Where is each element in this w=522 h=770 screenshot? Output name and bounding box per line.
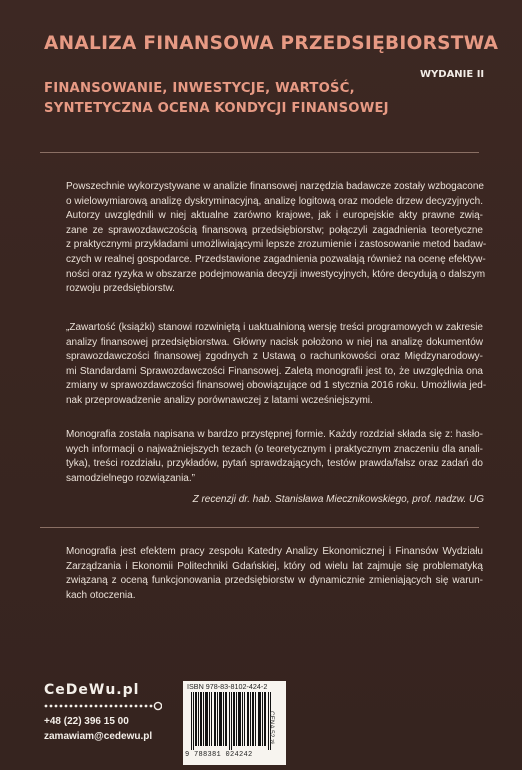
- text-line: zane ze sprawozdawczością finansową przedsiębiorstw; połączyli zagadnienia teoretyczne: [66, 224, 483, 236]
- barcode-image: [191, 692, 271, 750]
- publisher-phone: +48 (22) 396 15 00: [44, 716, 129, 727]
- barcode-number: 9 788381 024242: [185, 751, 253, 759]
- text-line: wych informacji o najważniejszych tezach (o teoretycznym i praktycznym znaczeniu dla anali-: [66, 443, 483, 455]
- book-subtitle: [44, 79, 484, 119]
- price-label: CENA 52 zł: [268, 711, 275, 744]
- text-line: kach otoczenia.: [66, 589, 136, 601]
- text-line: analizy finansowej przedsiębiorstwa. Główny nacisk położono w niej na analizę dokumentów: [66, 336, 483, 348]
- text-line: Monografia jest efektem pracy zespołu Katedry Analizy Ekonomicznej i Finansów Wydziału: [66, 546, 483, 557]
- text-line: Powszechnie wykorzystywane w analizie finansowej narzędzia badawcze zostały wzbogacone: [66, 181, 484, 192]
- text-line: rozwoju przedsiębiorstw.: [66, 283, 175, 295]
- review-quote-paragraph: [66, 321, 487, 409]
- text-line: „Zawartość (książki) stanowi rozwiniętą i uaktualnioną wersję treści programowych w zakresie: [66, 322, 483, 333]
- publisher-logo-dots-icon: [44, 701, 162, 711]
- text-line: mi Standardami Sprawozdawczości Finansowej. Zaletą monografii jest to, że uwzględnia ona: [66, 365, 483, 377]
- text-line: związaną z oceną funkcjonowania przedsiębiorstw w dynamicznie zmieniających się warun-: [66, 575, 483, 587]
- subtitle-line: FINANSOWANIE, INWESTYCJE, WARTOŚĆ,: [44, 81, 355, 96]
- text-line: ności oraz ryzyka w obszarze podejmowania decyzji inwestycyjnych, które decydują o dalszym: [66, 268, 486, 280]
- text-line: tyka), treści rozdziału, przykładów, pytań sprawdzających, testów prawda/fałsz oraz zadań do: [66, 458, 483, 470]
- review-quote-paragraph: [66, 428, 483, 486]
- edition-label: WYDANIE II: [420, 69, 485, 80]
- text-line: sprawozdawczości finansowej zgodnych z Ustawą o rachunkowości oraz Międzynarodowy-: [66, 351, 483, 363]
- text-line: o wielowymiarową analizę dyskryminacyjną, analizę logitową oraz modele drzew decyzyjnych.: [66, 195, 483, 207]
- text-line: z praktycznymi przykładami umożliwiającymi lepsze zrozumienie i zastosowanie metod badaw-: [66, 239, 487, 251]
- top-divider: [40, 152, 479, 153]
- text-line: zmiany w sprawozdawczości finansowej obowiązujące od 1 stycznia 2016 roku. Umożliwia jed-: [66, 380, 487, 392]
- subtitle-line: SYNTETYCZNA OCENA KONDYCJI FINANSOWEJ: [44, 101, 389, 116]
- text-line: nak przeprowadzenie analizy porównawczej z latami wcześniejszymi.: [66, 394, 373, 406]
- description-paragraph: [66, 180, 487, 297]
- text-line: czych w realnej gospodarce. Przedstawione zagadnienia pozwalają również na ocenę efektyw-: [66, 253, 486, 265]
- book-title: ANALIZA FINANSOWA PRZEDSIĘBIORSTWA: [44, 33, 499, 54]
- text-line: Zarządzania i Ekonomii Politechniki Gdańskiej, który od wielu lat zajmuje się problematyką: [66, 560, 483, 572]
- isbn-label: ISBN 978-83-8102-424-2: [187, 682, 268, 691]
- isbn-barcode-box: [183, 681, 286, 765]
- publisher-email: zamawiam@cedewu.pl: [44, 731, 153, 742]
- text-line: samodzielnego rozwiązania.”: [66, 472, 195, 484]
- review-attribution: Z recenzji dr. hab. Stanisława Miecznikowskiego, prof. nadzw. UG: [192, 494, 484, 505]
- publisher-logo: CeDeWu.pl: [44, 682, 140, 698]
- text-line: Autorzy uwzględnili w niej aktualne zarówno krajowe, jak i europejskie akty prawne zwią-: [66, 210, 483, 222]
- authors-paragraph: [66, 545, 483, 603]
- text-line: Monografia została napisana w bardzo przystępnej formie. Każdy rozdział składa się z: hasło-: [66, 429, 483, 440]
- middle-divider: [40, 527, 479, 528]
